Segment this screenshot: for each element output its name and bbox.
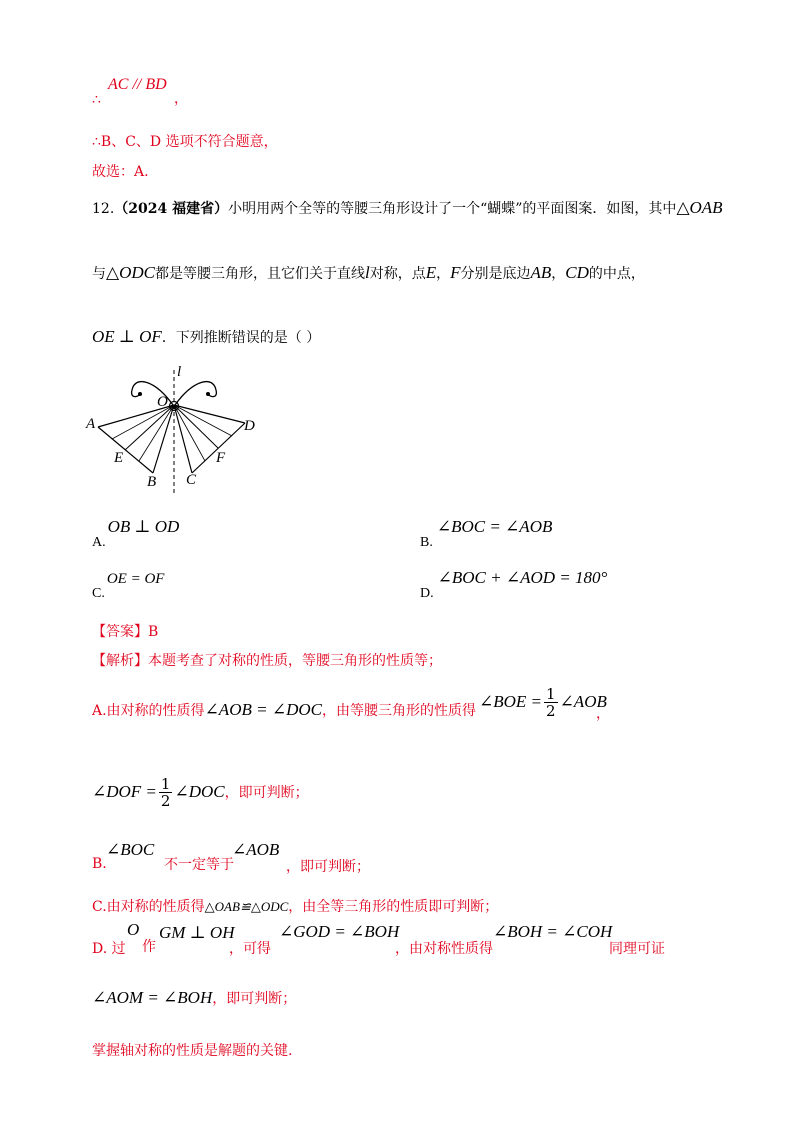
left-antenna-dot — [138, 392, 142, 396]
sol-d-text4: 同理可证 — [609, 941, 665, 957]
triangle-odc: △ODC — [106, 263, 155, 282]
sol-d-math1: GM ⊥ OH — [159, 923, 235, 942]
oe-perp-of: OE ⊥ OF — [92, 327, 162, 346]
analysis-text: 本题考查了对称的性质，等腰三角形的性质等； — [148, 653, 442, 669]
option-b-math: ∠BOC = ∠AOB — [436, 517, 553, 536]
option-c[interactable] — [92, 568, 165, 601]
text-midpoint: 的中点， — [588, 266, 645, 282]
segment-od — [174, 405, 245, 423]
option-a-math: OB ⊥ OD — [107, 517, 180, 536]
final-remark: 掌握轴对称的性质是解题的关键. — [92, 1043, 293, 1059]
sol-a2-text: ，即可判断； — [224, 785, 309, 801]
ac-parallel-bd: AC // BD — [108, 76, 167, 93]
segment-oc — [174, 405, 192, 473]
option-d-math: ∠BOC + ∠AOD = 180° — [437, 568, 608, 587]
sol-a-text2: ，由等腰三角形的性质得 — [321, 703, 476, 719]
label-f: F — [216, 450, 226, 466]
comma-1: ， — [174, 91, 188, 107]
label-a: A — [86, 416, 96, 432]
sol-a-aob: ∠AOB — [559, 692, 607, 711]
solution-d2-line — [92, 988, 296, 1008]
sol-d-text2: ，可得 — [229, 941, 271, 957]
sol-d-text3: ，由对称性质得 — [395, 941, 493, 957]
triangle-oab: △OAB — [676, 198, 723, 217]
sol-d-zuo: 作 — [142, 939, 156, 955]
frac-den: 2 — [546, 702, 556, 720]
label-l: l — [177, 364, 182, 380]
point-f-symbol: F — [450, 263, 461, 282]
text-isosceles: 都是等腰三角形，且它们关于直线 — [154, 266, 365, 282]
question-source: （2024 福建省） — [114, 201, 229, 217]
sol-a-fraction-expr — [479, 686, 607, 719]
frac-num-2: 1 — [160, 775, 171, 793]
option-c-letter: C. — [92, 586, 105, 601]
butterfly-figure — [85, 360, 265, 500]
label-c: C — [186, 472, 197, 488]
text-base: 分别是底边 — [460, 266, 531, 282]
question-prompt: ．下列推断错误的是（ ） — [161, 330, 321, 346]
label-d: D — [244, 418, 255, 434]
text-comma: ， — [436, 266, 451, 282]
frac-den-2: 2 — [160, 792, 171, 810]
sol-b-text1: 不一定等于 — [164, 857, 234, 873]
sol-c-math: △OAB≌△ODC — [204, 899, 289, 914]
option-c-math: OE = OF — [106, 571, 165, 587]
label-o: O — [157, 394, 168, 410]
point-e-symbol: E — [425, 263, 437, 282]
label-b: B — [147, 474, 157, 490]
option-b-letter: B. — [420, 535, 433, 550]
sol-a-comma: ， — [596, 706, 610, 722]
sol-d-point-o: O — [127, 920, 140, 939]
right-antenna-dot — [206, 392, 210, 396]
sol-d-math3: ∠BOH = ∠COH — [493, 922, 613, 941]
sol-d-prefix: D. 过 — [92, 941, 126, 957]
question-line-2 — [92, 263, 645, 283]
analysis-label: 【解析】 — [92, 653, 148, 669]
segment-of — [174, 405, 218, 448]
option-a-letter: A. — [92, 535, 106, 550]
question-number: 12. — [92, 201, 115, 217]
sol-a2-dof: ∠DOF = — [92, 782, 157, 801]
sol-a-math1: ∠AOB = ∠DOC — [204, 700, 322, 719]
sol-a-boe: ∠BOE = — [479, 692, 543, 711]
sol-d-math2: ∠GOD = ∠BOH — [279, 922, 400, 941]
answer-label: 【答案】B — [92, 624, 159, 640]
line-l-symbol: l — [364, 263, 370, 282]
conclusion-line: ∴B、C、D 选项不符合题意， — [92, 134, 278, 150]
sol-d2-text: ，即可判断； — [212, 991, 297, 1007]
fraction-half-2 — [159, 776, 173, 809]
therefore-symbol: ∴ — [92, 92, 101, 108]
sol-b-math2: ∠AOB — [232, 840, 280, 859]
question-line-3 — [92, 327, 320, 347]
frac-num: 1 — [546, 685, 556, 703]
sol-b-prefix: B. — [92, 856, 107, 872]
text-yu: 与 — [92, 266, 106, 282]
sol-d2-math: ∠AOM = ∠BOH — [92, 988, 213, 1007]
sol-c-text2: ，由全等三角形的性质即可判断； — [288, 899, 499, 915]
answer-line: 故选：A. — [92, 164, 149, 180]
question-text-1: 小明用两个全等的等腰三角形设计了一个“蝴蝶”的平面图案．如图，其中 — [228, 201, 677, 217]
option-d-letter: D. — [420, 586, 434, 601]
segment-ab: AB — [530, 263, 552, 282]
question-line-1 — [92, 198, 723, 218]
sol-b-text2: ，即可判断； — [286, 859, 370, 875]
solution-a2-line — [92, 776, 309, 809]
text-comma-2: ， — [551, 266, 566, 282]
sol-b-math1: ∠BOC — [106, 840, 155, 859]
analysis-line — [92, 650, 442, 670]
text-symmetric: 对称，点 — [369, 266, 426, 282]
option-a[interactable] — [92, 517, 180, 550]
sol-a-prefix: A.由对称的性质得 — [92, 703, 205, 719]
option-b[interactable] — [420, 517, 553, 550]
segment-cd: CD — [565, 263, 589, 282]
solution-a-line — [92, 700, 476, 720]
option-d[interactable] — [420, 568, 608, 601]
sol-a2-doc: ∠DOC — [174, 782, 225, 801]
solution-c-line — [92, 896, 498, 916]
sol-c-text1: C.由对称的性质得 — [92, 899, 205, 915]
label-e: E — [114, 450, 124, 466]
fraction-half — [544, 686, 558, 719]
right-antenna — [175, 382, 216, 405]
